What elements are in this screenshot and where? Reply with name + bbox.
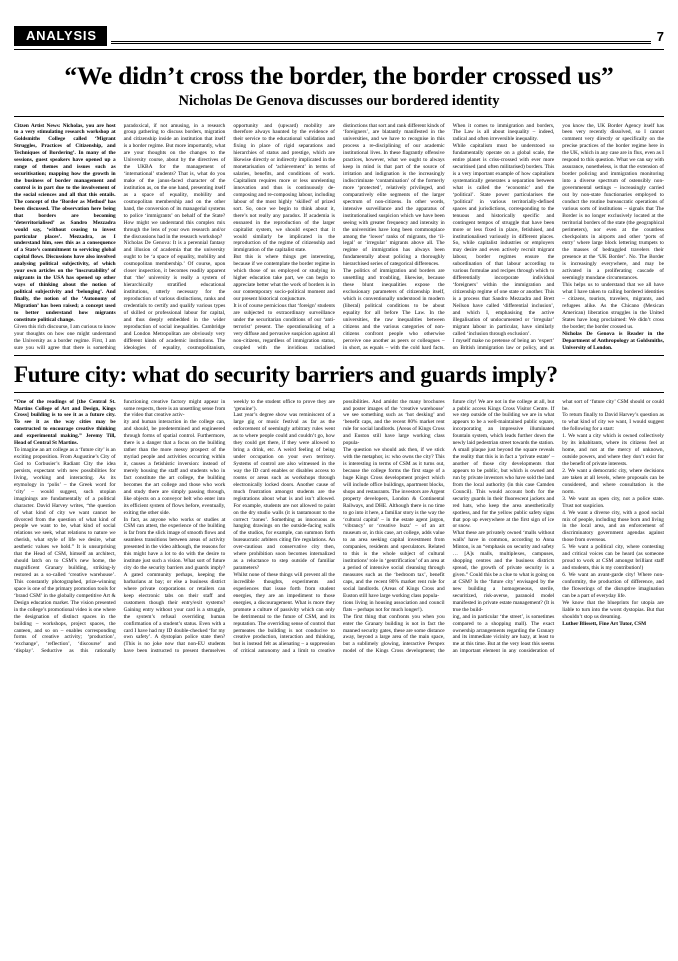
article1-paragraph: It is of course pernicious that ‘foreign’ students are subjected to extraordinary surveillance under the securitarian conditions of our ‘anti-terrorist’ present. The operationalising of a very diffuse and pervasive suspicion against all non-citizens, regardless of immigration status, coupled with the invidious racialised distinctions that sort and rank different kinds of ‘foreigners’, are blatantly manifested in the universities, and we have to recognise in this process a re-disciplining of our academic institutional lives. In these flagrantly offensive practices, however, what we ought to always keep in mind is that part of the source of irritation and indignation is the increasingly indiscriminate ‘contamination’ of the formerly more ‘protected’, relatively privileged, and comparatively elite segments of the larger spectrum of non-citizens. In other words, intensive surveillance and the apparatus of institutionalised suspicion which we have been seeing with greater frequency and intensity in the universities have long been commonplace among the ‘lower’ ranks of migrants, the ‘il-legal’ or ‘irregular’ migrants above all. The regime of immigration has always been fundamentally about policing a thoroughly hierarchised series of categorical differences. bbox=[233, 122, 445, 351]
article1-body bbox=[14, 123, 664, 352]
article2-paragraph: 1. We want a city which is owned collectively by its inhabitants, where its citizens feel at home, and not at the mercy of unknown, outside powers, and where they don’t exist for the benefit of private interests. bbox=[562, 433, 664, 468]
article1-subhead: Nicholas De Genova discusses our bordered identity bbox=[178, 92, 500, 109]
article1-headline: “We didn’t cross the border, the border crossed us” bbox=[64, 61, 614, 90]
article2-signoff: Luther Blissett, Fine Art Tutor, CSM bbox=[562, 620, 647, 627]
article2-paragraph: 5. We want a political city, where contesting and critical voices can be heard (as someone proud to work at CSM amongst brilliant staff and students, this is my contribution!) bbox=[562, 544, 664, 572]
article2-paragraph: What these are privately owned ‘malls without walls’ have in common, according to Anna Minton, is an “emphasis on security and safety … [A]s malls, multiplexes, campuses, shopping centres and the business districts spread, the growth of private security is a given.” Could this be a clue to what is going on at CSM? Is the ‘future city’ envisaged by the new building a homogeneous, sterile, securitized, risk-averse, paranoid model manifested in private estate management? (It is true the build- bbox=[452, 530, 555, 613]
article2-paragraph: To return finally to David Harvey’s question as to what kind of city we want, I would suggest the following for a start: bbox=[562, 412, 664, 433]
article1-paragraph: I myself make no pretense of being an ‘expert’ on British immigration law or policy, and as you know the, UK Border Agency itself has been very recently dissolved, so I cannot comment very directly or specifically on the precise practices of the border regime here in the UK, which in any case are in flux, even as I respond to this question. What we can say with assurance, nonetheless, is that the extension of border policing and immigration monitoring into a diverse spectrum of ostensibly non-governmental settings – increasingly carried out by non-state functionaries employed to conduct the routine bureaucratic operations of various sorts of institutions – signals that The Border is no longer exclusively located at the territorial borders of the state (the geographical perimeters), nor even at the countless checkpoints in airports and other ‘ports of entry’ where large block lettering trumpets to the masses of bedraggled travelers their presence at the ‘UK Border’. No. The Border is increasingly everywhere, and may be activated in a proliferating cascade of seemingly mundane circumstances. bbox=[452, 122, 664, 351]
article2-paragraph: The first thing that confronts you when you enter the Granary building is not in fact the manned security gates, these are some distance away, beyond a large area of the main space, but a sublimely glowing, interactive Perspex model of the Kings Cross development; the future city! We are not in the college at all, but a public access Kings Cross Visitor Centre. If we step outside of the building we are in what appears to be a well-maintained public square, incorporating an impressive illuminated fountain system, which leads further down the newly laid pedestrian street towards the station. A small plaque just beyond the square reveals the reality that this is in fact a ‘private estate’ – another of those city developments that appears to be public, but which is owned and run by private investors who have sold the land from the local authority (in this case Camden Council). This would account both for the security guards in their fluorescent jackets and red hats, who keep the area anesthetically spotless, and for the yellow public safety signs that pop up everywhere at the first sign of ice or snow. bbox=[342, 398, 555, 655]
article2-paragraph: 3. We want an open city, not a police state. Trust not suspicion. bbox=[562, 495, 664, 509]
article2-paragraph: ity and human interaction in the college can, and should, be predetermined and engineered through forms of spatial control. Furthermore, there is a danger that a focus on the building rather than the more messy prospect of the myriad people and activities occurring within it, causes a fetishistic inversion: instead of merely housing the staff and students who in fact constitute the art college, the building becomes the art college and those who work and study there are simply passing through, like objects on a conveyor belt who enter into its efficient system of flows before, eventually, exiting the other side. bbox=[123, 419, 226, 516]
article1-paragraph: Nicholas De Genova: It is a perennial fantasy and illusion of academia that the university ought to be ‘a space of equality, mobility and cosmopolitan membership.’ Of course, upon closer inspection, it becomes readily apparent that ‘the’ university is really a system of hierarchically stratified educational institutions, utterly necessary for the reproduction of various distinctions, ranks and credentials to certify and qualify various types of skilled or professional labour for capital, and thus deeply embedded in the wider reproduction of social inequalities. Cambridge and London Metropolitan are obviously very different kinds of academic institutions. The ideologies of equality, cosmopolitanism, opportunity and (upward) mobility are therefore always haunted by the evidence of their service to the educational validation and fixing in place of rigid separations and hierarchies of status and prestige, which are likewise directly or indirectly implicated in the monetarisation of ‘achievement’ in terms of salaries, benefits, and conditions of work. Capitalism requires more or less unrelenting innovation and thus is continuously de-composing and re-composing labour, including labour of the most highly ‘skilled’ of prized sort. So, once we begin to think about it, there’s not really any paradox. If academia is ensnared in the reproduction of the larger capitalist system, we should expect that it would similarly be implicated in the reproduction of the regime of citizenship and immigration of the capitalist state. bbox=[123, 122, 335, 351]
article1-paragraph: Given this rich discourse, I am curious to know your thoughts on how one might understand the University as a border regime. First, I am sure you will agree that there is something paradoxical, if not amusing, in a research group gathering to discuss borders, migration and citizenship inside an institution that itself is a border regime. But more importantly, what are your thoughts on the changes to the University course, about by the directives of the UKBA for the management of ‘international’ students? That is, what do you make of the janus-faced character of the institution as, on the one hand, presenting itself as a space of equality, mobility and cosmopolitan membership and on the other hand, the conversion of its managerial systems to police ‘immigrants’ on behalf of the State? How might we understand this complex mix through the lens of your own research and/or the discussions had in the research workshop? bbox=[14, 122, 226, 351]
article2-paragraph: tions living in housing association and council flats – perhaps not for much longer!). bbox=[342, 599, 445, 613]
article1-rule bbox=[14, 116, 664, 117]
article2-paragraph: In fact, as anyone who works or studies at CSM can attest, the experience of the building is far from the slick image of smooth flows and seamless transitions between areas of activity presented in the video although, the reasons for this might have a lot to do with the desire to institute just such a vision. What sort of future city do the security barriers and guards imply? A gated community perhaps, keeping the barbarians at bay; or else a business district where private corporations or retailers can keep electronic tabs on their staff and customers though their entry/exit systems? Gaining entry without your card is a struggle, the system’s refusal overriding human confirmation of a student’s status. Even with a card I have had my ID double-checked ‘for my own safety’. A dystopian police state then? (This is no joke now that non-EU students have been instructed to present themselves weekly to the student office to prove they are ‘genuine’). bbox=[123, 398, 335, 655]
article2-paragraph: 6. We want an avant-garde city! Where non-conformity, the production of difference, and the flowerings of the disruptive imagination can be a part of everyday life. bbox=[562, 572, 664, 599]
article1-intro: Citzen Artist News: Nicholas, you are host to a very stimulating research workshop at Goldsmiths College called ‘Migrant Struggles, Practices of Citizenship, and Techniques of Bordering’. In many of the sessions, guest speakers have opened up a range of themes and issues such as securitisation; mapping how the growth in the business of border management and control is in part due to the involvement of the social sciences and all that this entails. The concept of the ‘Border as Method’ has been discussed. The observation here being that borders are becoming ‘deterritorialised’ as Sandro Mezzadra would say, ‘without ceasing to invest particular places’. Mezzadra, as I understand him, sees this as a consequence of a State’s commitment to servicing global capital flows. Discussions have also involved analysing political subjectivity, of which your own articles on the ‘inscrutability’ of migrants in the USA has opened up other ways of thinking about the notion of political subjectivity and ‘belonging’. And finally, the notion of the ‘Autonomy of Migration’ has been raised; a concept used to better understand how migrants constitute political change. bbox=[14, 122, 116, 323]
section-label: ANALYSIS bbox=[14, 26, 107, 46]
article2-paragraph: Last year’s degree show was reminiscent of a large gig or music festival as far as the enforcement of seemingly arbitrary rules went as to where people could and couldn’t go, how they could get there, if they were allowed to bring a drink, etc. A weird feeling of being under occupation on your own territory. Systems of control are also witnessed in the way the ID card enables or disables access to rooms or areas such as workshops through electronically locked doors. Another cause of much frustration amongst students are the registrations about what is and isn’t allowed. For example, students are not allowed to paint on the dry studio walls (it is tantamount to the correct ‘zones’. Something as innocuous as hanging drawings on the outside-facing walls of the studios, for example, can summon forth bureaucratic arbiters citing fire regulations. An over-cautious and conservative city then, where prohibition soon becomes internalized as a reluctance to step outside of familiar parameters? bbox=[233, 412, 335, 572]
article1-paragraph: While capitalism must be understood so fundamentally operate on a global scale, the entire planet is criss-crossed with ever more securitised (and often militarised) borders. This is a very important example of how capitalism systematically generates a separation between what is called the ‘economic’ and the ‘political’. State power particularises the ‘political’ in various territorially-defined spaces and jurisdictions, corresponding to the tenuous and historically specific and contingent tempos of struggle that have been more or less fixed in place, fetishised, and institutionalised variously in different places. So, while capitalist industries or employers may desire and even actively recruit migrant labour, border regimes ensure the subordination of that labour according to various formulae and recipes through which to differentially incorporate individual ‘foreigners’ within the immigration and citizenship regime of one state or another. This is a process that Sandro Mezzadra and Brett Neilson have called ‘differential inclusion’, and which I, emphasising the active illegalisation of undocumented or ‘irregular’ migrant labour in particular, have similarly called ‘inclusion through exclusion’. bbox=[452, 143, 555, 337]
page-number: 7 bbox=[656, 28, 664, 44]
article2-paragraph: The question we should ask then, if we stick with the metaphor, is: who owns the city? This is interesting in terms of CSM as it turns out, because the college forms the first stage of a huge Kings Cross development project which will include office buildings, apartment blocks, shops and restaurants. The investors are Argent property developers, London & Continental Railways, and DHE. Although there is no time to go into it here, a familiar story is the way the ‘cultural capital’ – in the estate agent jargon, ‘vibrancy’ or ‘creative buzz’ – of an art museum or, in this case, art college, adds value to an area seeking capital investment from companies, residents and speculators. Related to this is the whole subject of cultural institutions’ role in ‘gentrification’ of an area at a period of intensive social cleansing through measures such as the ‘bedroom tax’, benefit caps, and the recent 80% market rent rule for social landlords. (Areas of Kings Cross and Euston still have large working class popula- bbox=[342, 447, 445, 599]
article2-pullquote: “One of the readings of [the Central St. Martins College of Art and Design, Kings Cross] building is to see it as a future city. To see it as the way cities may be constructed to encourage creative thinking and experimental making.” Jeremy Till, Head of Central St Martins. bbox=[14, 398, 116, 447]
article1-paragraph: But this is where things get interesting, because if we contemplate the border regime in which those of us employed or studying in higher education take part, we can begin to appreciate better what the work of borders is in our contemporary socio-political moment and our present historical conjuncture. bbox=[233, 254, 335, 302]
masthead-divider bbox=[14, 49, 664, 50]
masthead-rule bbox=[111, 24, 651, 44]
article2-body bbox=[14, 399, 664, 656]
article1-paragraph: This helps us to understand that we all have what I have taken to calling bordered identities – citizens, tourists, travelers, migrants, and refugees alike. As the Chicano (Mexican American) liberation struggles in the United States have long proclaimed: We didn’t cross the border; the border crossed us. bbox=[562, 282, 664, 330]
article2-rule bbox=[14, 392, 664, 393]
article2-top-rule bbox=[14, 355, 664, 356]
article2-paragraph: ing, and in particular ‘the street’, is sometimes compared to a shopping mall). The exact ownership arrangements regarding the Granary and its immediate vicinity are hazy, at least to me at this time. But at the very least this seems an important element in any consideration of what sort of ‘future city’ CSM should or could be. bbox=[452, 398, 664, 655]
article1-paragraph: The politics of immigration and borders are unsettling and troubling, likewise, because these blunt inequalities expose the exclusionary parameters of citizenship itself, which is conventionally understood in modern (liberal) political conditions to be about equality for all before The Law. In the universities, the raw inequalities between citizens and the various categories of non-citizens confront people who otherwise perceive one another as peers or colleagues – in short, as equals – with the cold hard facts. When it comes to immigration and borders, The Law is all about inequality – indeed, radical and often irreversible inequality. bbox=[342, 122, 555, 351]
article2-paragraph: 4. We want a diverse city, with a good social mix of people, including those born and living in the local area, and an enforcement of discriminatory government agendas against those from overseas. bbox=[562, 509, 664, 544]
article2-headline: Future city: what do security barriers and guards imply? bbox=[14, 362, 558, 388]
article2-paragraph: Whilst none of these things will prevent all the incredible thoughts, experiments and experiences that issue forth from student energies, they are an impediment to those energies, a discouragement. What is more they promote a culture of passivity which can only be detrimental to the future of CSM, and its reputation. The overriding sense of control that permeates the building is not conducive to creative production, interaction and thinking, but is instead felt as alienating – a suppression of critical autonomy and a limit to creative possibilities. And amidst the many brochures and poster images of the ‘creative warehouse’ we see something such as ‘hot desking’ and ‘benefit caps, and the recent 80% market rent rule for social landlords. (Areas of Kings Cross and Euston still have large working class popula- bbox=[233, 398, 445, 655]
article2-paragraph: To imagine an art college as a ‘future city’ is an exciting proposition. From Augustine’s City of God to Corbusier’s Radiant City the idea persists, expectant with new possibilities for living, working and interacting. As its etymology in ‘polis’ – the Greek word for ‘city’ – would suggest, such utopian imaginings are fundamentally of a political character. David Harvey writes, “the question of what kind of city we want cannot be divorced from the question of what kind of people we want to be, what kind of social relations we seek, what relations to nature we cherish, what style of life we desire, what aesthetic values we hold.” It is unsurprising that the Head of CSM, himself an architect, should latch on to CSM’s new home, the magnificent Granary building, striking-ly restored as a so-called ‘creative warehouse’. This constantly photographed, prize-winning space is one of the primary promotion tools for ‘brand CSM’ in the globally competitive Art & Design education market. The vision presented in the college’s promotional video is one where the designation of distinct spaces in the building – workshops, project spaces, the canteen, and so on – enables corresponding forms of creative activity; ‘production’, ‘exchange’, ‘reflection’, ‘discourse’ and ‘display’. Seductive as this rationally functioning creative factory might appear in some respects, there is an unsettling sense from the video that creative activ- bbox=[14, 398, 226, 655]
article2-paragraph: 2. We want a democratic city, where decisions are taken at all levels, where proposals can be considered, and where consultation is the norm. bbox=[562, 467, 664, 495]
article1-contributor-note: Nicholas De Genova is Reader in the Department of Anthropology at Goldsmiths, University of London. bbox=[562, 330, 664, 351]
section-masthead bbox=[14, 26, 664, 46]
article2-paragraph: We know that the blueprints for utopia are liable to turn into the worst dystopias. But that shouldn’t stop us dreaming. bbox=[562, 599, 664, 620]
